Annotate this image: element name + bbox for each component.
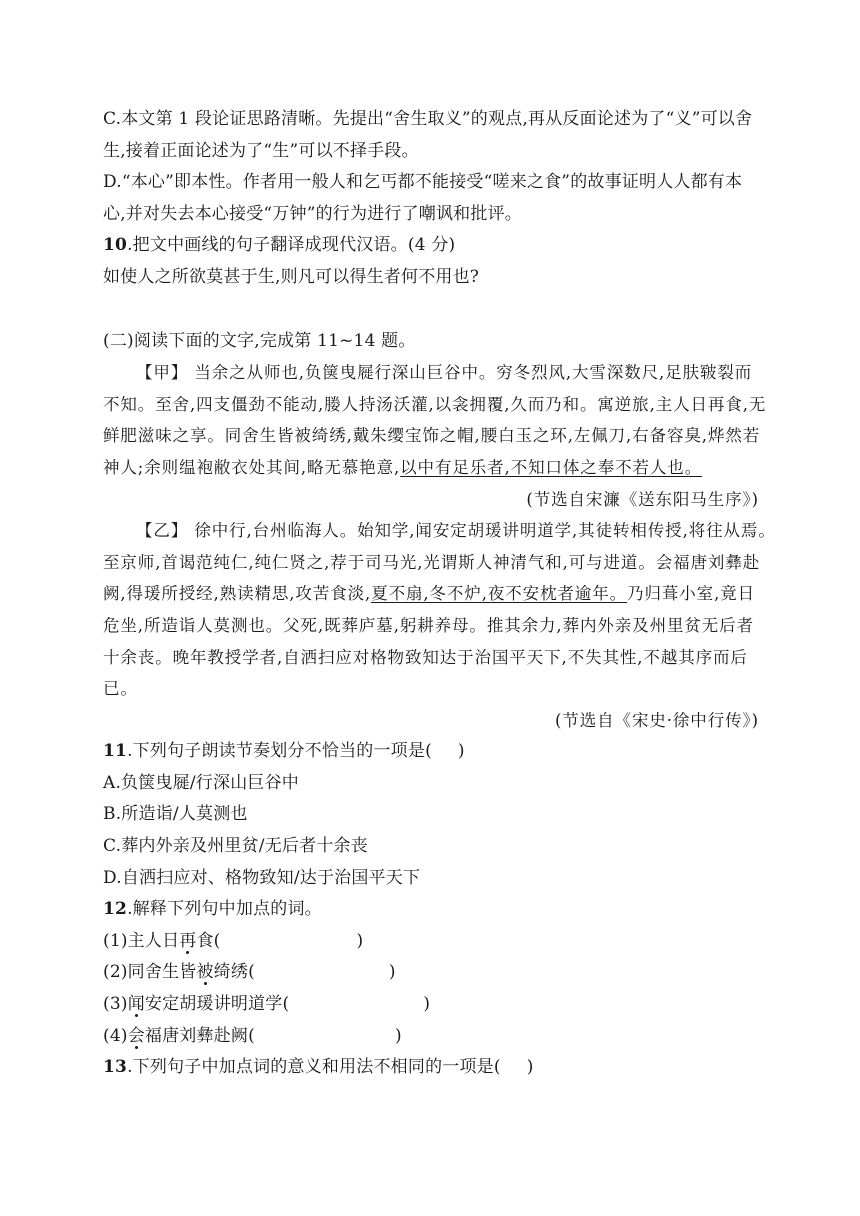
yi-line3-text-c: 乃归葺小室,竟日 [627,584,756,604]
yi-underlined-sentence: 夏不扇,冬不炉,夜不安枕者逾年。 [371,584,628,604]
yi-line2: 至京师,首谒范纯仁,纯仁贤之,荐于司马光,光谓斯人神清气和,可与进道。会福唐刘彝赴 [103,552,761,572]
q10-stem [103,230,759,262]
q11-option-b: B.所造诣/人莫测也 [103,804,248,825]
q11-number: 11 [103,741,128,762]
q12-item-2-dotted-word: 被 [196,962,214,983]
jia-line2: 不知。至舍,四支僵劲不能动,媵人持汤沃灌,以衾拥覆,久而乃和。寓逆旅,主人日再食,无 [103,394,767,414]
q12-item-2 [103,957,759,989]
jia-source: (节选自宋濂《送东阳马生序》) [526,489,759,509]
q9-option-d-line1: D.“本心”即本性。作者用一般人和乞丐都不能接受“嗟来之食”的故事证明人人都有本 [103,172,743,193]
q9-option-c-line2: 生,接着正面论述为了“生”可以不择手段。 [103,140,419,161]
q12-item-3-post: 安定胡瑗讲明道学( [144,994,290,1015]
jia-line1: 【甲】 当余之从师也,负箧曳屣行深山巨谷中。穷冬烈风,大雪深数尺,足肤皲裂而 [136,363,753,383]
q12-text: .解释下列句中加点的词。 [127,899,322,920]
q10-sentence: 如使人之所欲莫甚于生,则凡可以得生者何不用也? [103,266,480,287]
yi-line3 [103,578,759,610]
q10-text: .把文中画线的句子翻译成现代汉语。(4 分) [127,235,456,256]
q12-item-1-post: 食( [196,930,221,951]
q12-item-1-pre: (1)主人日 [103,930,180,951]
q12-item-1-close: ) [356,930,364,951]
jia-underlined-sentence: 以中有足乐者,不知口体之奉不若人也。 [400,457,703,477]
q12-item-2-pre: (2)同舍生皆 [103,962,197,983]
q13-number: 13 [103,1057,128,1078]
q12-item-4 [103,1021,759,1053]
spacer [103,294,759,326]
q12-item-4-post: 福唐刘彝赴阙( [144,1025,255,1046]
yi-line3-text-a: 阙,得瑗所授经,熟读精思,攻苦食淡, [103,584,372,604]
jia-line3: 鲜肥滋味之享。同舍生皆被绮绣,戴朱缨宝饰之帽,腰白玉之环,左佩刀,右备容臭,烨然若 [103,426,761,446]
q10-number: 10 [103,235,128,256]
q11-option-d: D.自洒扫应对、格物致知/达于治国平天下 [103,867,421,888]
jia-line4 [103,452,759,484]
q12-item-3-close: ) [423,994,431,1015]
q12-item-1 [103,926,759,958]
document-page [103,104,776,1084]
q12-item-2-post: 绮绣( [213,962,255,983]
q12-stem [103,894,759,926]
q12-item-3-dotted-word: 闻 [127,994,145,1015]
q12-item-4-close: ) [394,1025,402,1046]
q13-text: .下列句子中加点词的意义和用法不相同的一项是( [127,1057,501,1078]
yi-line4: 危坐,所造诣人莫测也。父死,既葬庐墓,躬耕养母。推其余力,葬内外亲及州里贫无后者 [103,615,754,635]
q11-option-c: C.葬内外亲及州里贫/无后者十余丧 [103,836,368,857]
q12-item-3 [103,989,759,1021]
q12-item-2-close: ) [388,962,396,983]
q12-item-3-pre: (3) [103,994,128,1015]
q13-close: ) [526,1057,534,1078]
q9-option-d-line2: 心,并对失去本心接受“万钟”的行为进行了嘲讽和批评。 [103,203,522,224]
jia-line4-text: 神人;余则缊袍敝衣处其间,略无慕艳意, [103,457,401,477]
yi-line5: 十余丧。晚年教授学者,自洒扫应对格物致知达于治国平天下,不失其性,不越其序而后 [103,647,748,667]
q11-close: ) [457,741,465,762]
yi-line1: 【乙】 徐中行,台州临海人。始知学,闻安定胡瑗讲明道学,其徒转相传授,将往从焉。 [136,521,776,541]
section2-heading: (二)阅读下面的文字,完成第 11~14 题。 [103,330,416,351]
q12-item-4-pre: (4) [103,1025,128,1046]
q12-number: 12 [103,899,128,920]
yi-line6: 已。 [103,679,138,699]
yi-source: (节选自《宋史·徐中行传》) [555,710,759,730]
q9-option-c-line1: C.本文第 1 段论证思路清晰。先提出“舍生取义”的观点,再从反面论述为了“义”可以舍 [103,109,753,129]
q12-item-1-dotted-word: 再 [179,930,197,951]
q12-item-4-dotted-word: 会 [127,1025,145,1046]
q11-option-a: A.负箧曳屣/行深山巨谷中 [103,772,300,793]
q13-stem [103,1052,759,1084]
q11-text: .下列句子朗读节奏划分不恰当的一项是( [127,741,432,762]
q11-stem [103,736,759,768]
